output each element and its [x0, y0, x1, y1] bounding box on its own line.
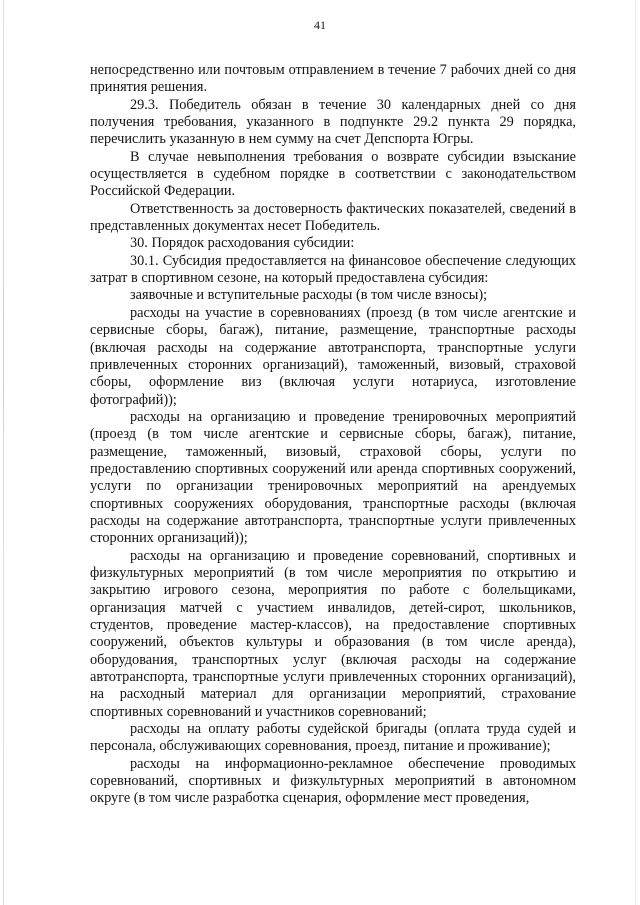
- paragraph: 30. Порядок расходования субсидии:: [130, 235, 355, 252]
- paragraph: непосредственно или почтовым отправлением в течение 7 рабочих дней со дня принятия решения.: [90, 62, 576, 96]
- paragraph: расходы на организацию и проведение соревнований, спортивных и физкультурных мероприятий (в том числе мероприятия по открытию и закрытию игрового сезона, мероприятия по работе с болельщиками, организация матчей с участием инвалидов, детей-сирот, школьников, студентов, проведение мастер-классов), на предоставление спортивных сооружений, объектов культуры и образования (в том числе аренда), оборудования, транспортных услуг (включая расходы на содержание автотранспорта, транспортные услуги привлеченных сторонних организаций), на расходный материал для организации мероприятий, страхование спортивных соревнований и участников соревнований;: [90, 547, 576, 720]
- scan-edge-left: [3, 0, 4, 905]
- paragraph: 29.3. Победитель обязан в течение 30 календарных дней со дня получения требования, указанного в подпункте 29.2 пункта 29 порядка, перечислить указанную в нем сумму на счет Депспорта Югры.: [90, 96, 576, 148]
- scan-edge-right: [635, 0, 636, 905]
- paragraph: расходы на информационно-рекламное обеспечение проводимых соревнований, спортивных и физкультурных мероприятий в автономном округе (в том числе разработка сценария, оформление мест проведения,: [90, 755, 576, 807]
- paragraph: расходы на оплату работы судейской бригады (оплата труда судей и персонала, обслуживающих соревнования, проезд, питание и проживание);: [90, 721, 576, 755]
- paragraph: расходы на участие в соревнованиях (проезд (в том числе агентские и сервисные сборы, багаж), питание, размещение, транспортные расходы (включая расходы на содержание автотранспорта, транспортные услуги привлеченных сторонних организаций), таможенный, визовый, страховой сборы, оформление виз (включая услуги нотариуса, изготовление фотографий));: [90, 304, 576, 408]
- paragraph: В случае невыполнения требования о возврате субсидии взыскание осуществляется в судебном порядке в соответствии с законодательством Российской Федерации.: [90, 148, 576, 200]
- page-number: 41: [314, 18, 326, 32]
- paragraph: заявочные и вступительные расходы (в том числе взносы);: [130, 287, 488, 304]
- body-text: [90, 62, 576, 808]
- paragraph: Ответственность за достоверность фактических показателей, сведений в представленных документах несет Победитель.: [90, 200, 576, 235]
- paragraph: расходы на организацию и проведение тренировочных мероприятий (проезд (в том числе агентские и сервисные сборы, багаж), питание, размещение, таможенный, визовый, страховой сборы, услуги по предоставлению спортивных сооружений или аренда спортивных сооружений, услуги по организации тренировочных мероприятий на арендуемых спортивных сооружениях оборудования, транспортные расходы (включая расходы на содержание автотранспорта, транспортные услуги привлеченных сторонних организаций));: [90, 408, 576, 547]
- paragraph: 30.1. Субсидия предоставляется на финансовое обеспечение следующих затрат в спортивном сезоне, на который предоставлена субсидия:: [90, 252, 576, 287]
